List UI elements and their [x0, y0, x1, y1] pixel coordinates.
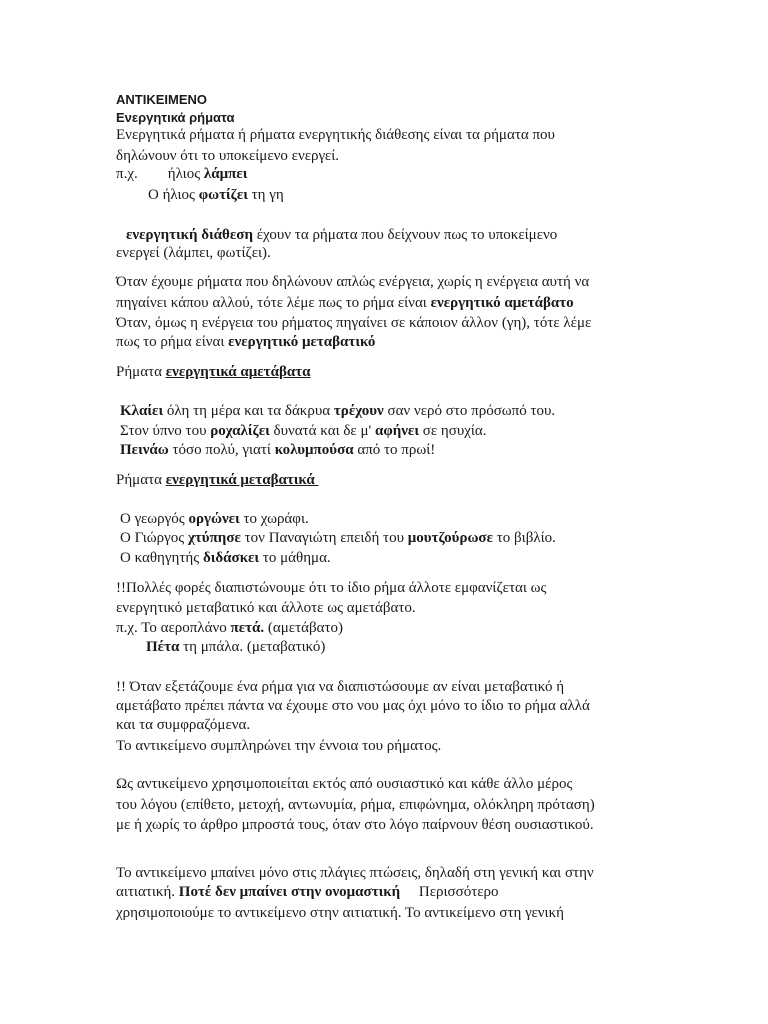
paragraph3-line-3: χρησιμοποιούμε το αντικείμενο στην αιτιατική. Το αντικείμενο στη γενική [116, 905, 564, 921]
paragraph3-line-2: αιτιατική. Ποτέ δεν μπαίνει στην ονομαστική Περισσότερο [116, 884, 499, 900]
paragraph2-line-3: με ή χωρίς το άρθρο μπροστά τους, όταν στο λόγο παίρνουν θέση ουσιαστικού. [116, 817, 594, 833]
definition-line-1: ενεργητική διάθεση έχουν τα ρήματα που δείχνουν πως το υποκείμενο [126, 227, 558, 243]
note1-line-1: !!Πολλές φορές διαπιστώνουμε ότι το ίδιο ρήμα άλλοτε εμφανίζεται ως [116, 580, 547, 596]
definition-line-2: ενεργεί (λάμπει, φωτίζει). [116, 245, 271, 261]
example-line-2: Ο ήλιος φωτίζει τη γη [148, 187, 284, 203]
note2-line-4: Το αντικείμενο συμπληρώνει την έννοια του ρήματος. [116, 738, 442, 754]
intransitive-example-3: Πεινάω τόσο πολύ, γιατί κολυμπούσα από το πρωί! [120, 442, 436, 458]
note2-line-2: αμετάβατο πρέπει πάντα να έχουμε στο νου μας όχι μόνο το ίδιο το ρήμα αλλά [116, 698, 590, 714]
intro-line-2: δηλώνουν ότι το υποκείμενο ενεργεί. [116, 148, 339, 164]
transitive-example-2: Ο Γιώργος χτύπησε τον Παναγιώτη επειδή του μουτζούρωσε το βιβλίο. [120, 530, 556, 546]
paragraph3-line-1: Το αντικείμενο μπαίνει μόνο στις πλάγιες πτώσεις, δηλαδή στη γενική και στην [116, 865, 594, 881]
transitive-section-title: Ρήματα ενεργητικά μεταβατικά [116, 472, 319, 488]
paragraph2-line-1: Ως αντικείμενο χρησιμοποιείται εκτός από ουσιαστικό και κάθε άλλο μέρος [116, 776, 573, 792]
transitive-example-3: Ο καθηγητής διδάσκει το μάθημα. [120, 550, 331, 566]
paragraph1-line-3: Όταν, όμως η ενέργεια του ρήματος πηγαίνει σε κάποιον άλλον (γη), τότε λέμε [116, 315, 592, 331]
paragraph1-line-2: πηγαίνει κάπου αλλού, τότε λέμε πως το ρήμα είναι ενεργητικό αμετάβατο [116, 295, 574, 311]
paragraph1-line-1: Όταν έχουμε ρήματα που δηλώνουν απλώς ενέργεια, χωρίς η ενέργεια αυτή να [116, 274, 590, 290]
paragraph1-line-4: πως το ρήμα είναι ενεργητικό μεταβατικό [116, 334, 376, 350]
intro-line-1: Ενεργητικά ρήματα ή ρήματα ενεργητικής διάθεσης είναι τα ρήματα που [116, 127, 555, 143]
intransitive-section-title: Ρήματα ενεργητικά αμετάβατα [116, 364, 311, 380]
intransitive-example-1: Κλαίει όλη τη μέρα και τα δάκρυα τρέχουν σαν νερό στο πρόσωπό του. [120, 403, 556, 419]
paragraph2-line-2: του λόγου (επίθετο, μετοχή, αντωνυμία, ρήμα, επιφώνημα, ολόκληρη πρόταση) [116, 797, 595, 813]
note2-line-1: !! Όταν εξετάζουμε ένα ρήμα για να διαπιστώσουμε αν είναι μεταβατικό ή [116, 679, 565, 695]
intransitive-example-2: Στον ύπνο του ροχαλίζει δυνατά και δε μ' αφήνει σε ησυχία. [120, 423, 487, 439]
note1-line-3: π.χ. Το αεροπλάνο πετά. (αμετάβατο) [116, 620, 344, 636]
transitive-example-1: Ο γεωργός οργώνει το χωράφι. [120, 511, 309, 527]
example-line-1: π.χ. ήλιος λάμπει [116, 166, 248, 182]
note1-line-4: Πέτα τη μπάλα. (μεταβατικό) [146, 639, 326, 655]
document-heading: ΑΝΤΙΚΕΙΜΕΝΟ [116, 92, 207, 107]
note2-line-3: και τα συμφραζόμενα. [116, 717, 251, 733]
note1-line-2: ενεργητικό μεταβατικό και άλλοτε ως αμετάβατο. [116, 600, 416, 616]
section-subheading: Ενεργητικά ρήματα [116, 110, 235, 125]
